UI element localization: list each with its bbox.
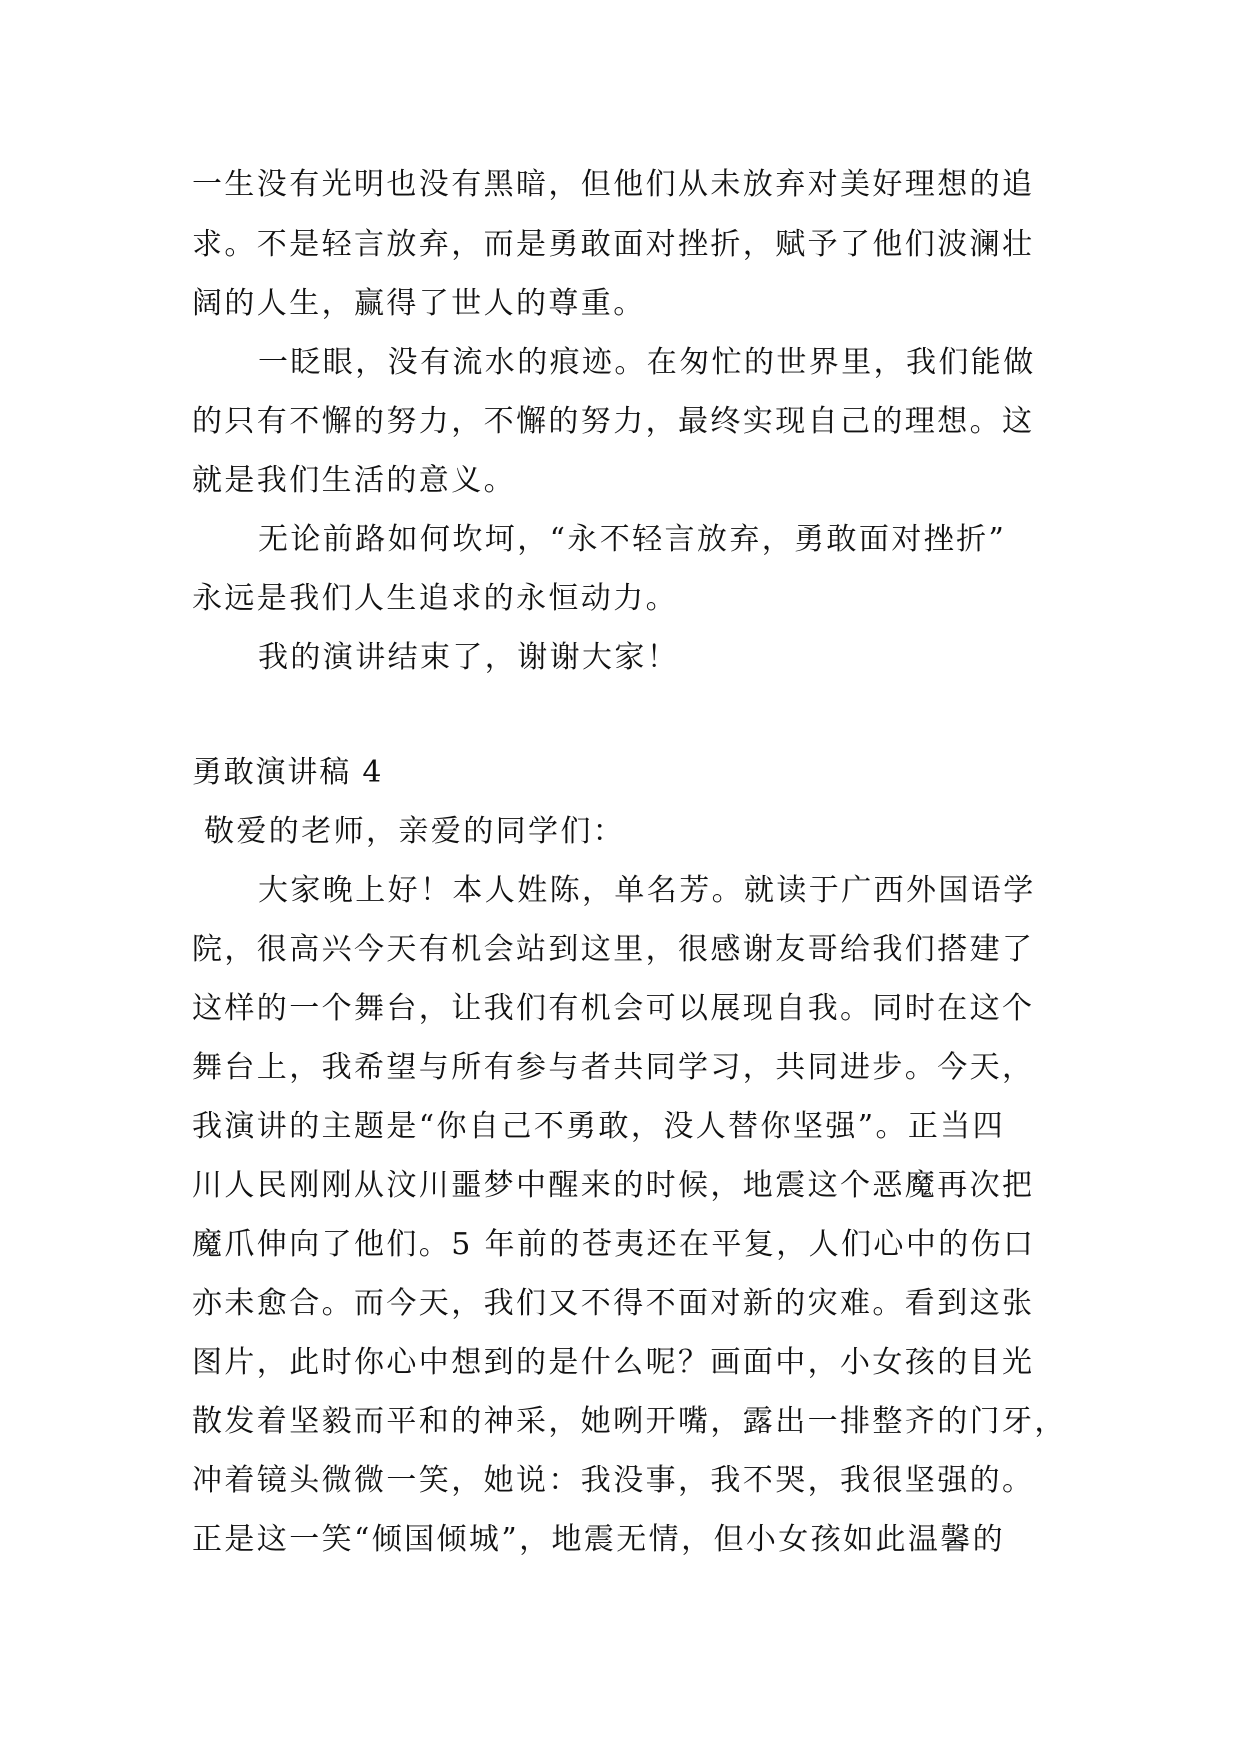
paragraph-line: 的只有不懈的努力，不懈的努力，最终实现自己的理想。这: [192, 404, 1035, 439]
paragraph-line: 冲着镜头微微一笑，她说：我没事，我不哭，我很坚强的。: [192, 1463, 1035, 1498]
paragraph-line: 求。不是轻言放弃，而是勇敢面对挫折，赋予了他们波澜壮: [192, 227, 1035, 262]
paragraph-line: 院，很高兴今天有机会站到这里，很感谢友哥给我们搭建了: [192, 932, 1035, 967]
paragraph-line: 图片，此时你心中想到的是什么呢？画面中，小女孩的目光: [192, 1345, 1035, 1380]
paragraph-line: 永远是我们人生追求的永恒动力。: [192, 581, 678, 616]
paragraph-line: 正是这一笑“倾国倾城”，地震无情，但小女孩如此温馨的: [192, 1522, 1006, 1557]
paragraph-line: 散发着坚毅而平和的神采，她咧开嘴，露出一排整齐的门牙，: [192, 1404, 1067, 1439]
paragraph-line: 舞台上，我希望与所有参与者共同学习，共同进步。今天，: [192, 1050, 1035, 1085]
paragraph-line: 无论前路如何坎坷，“永不轻言放弃，勇敢面对挫折”: [258, 522, 1007, 557]
paragraph-line: 阔的人生，赢得了世人的尊重。: [192, 286, 646, 321]
paragraph-line: 川人民刚刚从汶川噩梦中醒来的时候，地震这个恶魔再次把: [192, 1168, 1035, 1203]
paragraph-line: 一生没有光明也没有黑暗，但他们从未放弃对美好理想的追: [192, 167, 1035, 202]
paragraph-line: 大家晚上好！本人姓陈，单名芳。就读于广西外国语学: [258, 873, 1036, 908]
salutation: 敬爱的老师，亲爱的同学们：: [204, 814, 626, 849]
closing-line: 我的演讲结束了，谢谢大家！: [258, 640, 680, 675]
paragraph-line: 一眨眼，没有流水的痕迹。在匆忙的世界里，我们能做: [258, 345, 1036, 380]
section-heading: 勇敢演讲稿 4: [192, 755, 384, 790]
paragraph-line: 亦未愈合。而今天，我们又不得不面对新的灾难。看到这张: [192, 1286, 1035, 1321]
paragraph-line: 就是我们生活的意义。: [192, 463, 516, 498]
paragraph-line: 我演讲的主题是“你自己不勇敢，没人替你坚强”。正当四: [192, 1109, 1006, 1144]
paragraph-line: 这样的一个舞台，让我们有机会可以展现自我。同时在这个: [192, 991, 1035, 1026]
paragraph-line: 魔爪伸向了他们。5 年前的苍夷还在平复，人们心中的伤口: [192, 1227, 1036, 1262]
